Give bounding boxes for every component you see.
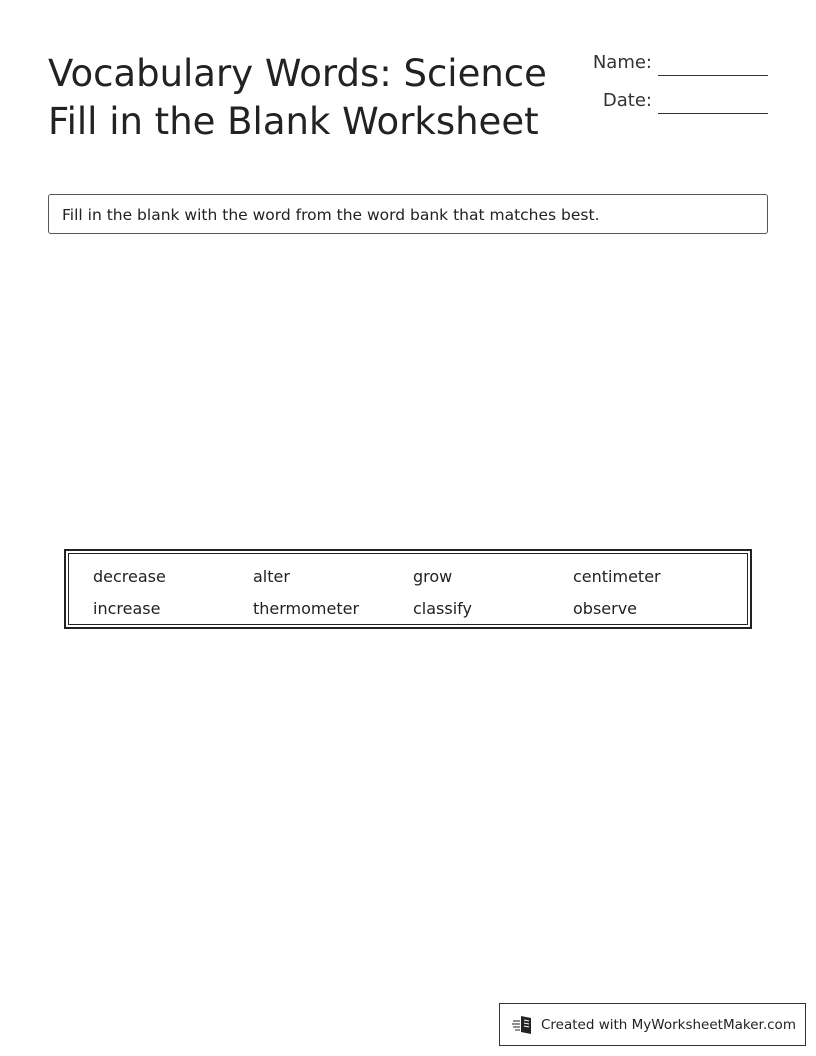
name-label: Name: <box>592 52 652 73</box>
word-bank-word: observe <box>573 599 638 618</box>
word-bank-word: classify <box>413 599 472 618</box>
instructions-box: Fill in the blank with the word from the word bank that matches best. <box>48 194 768 234</box>
word-bank-word: alter <box>253 567 290 586</box>
name-field <box>590 50 768 76</box>
name-blank-line <box>658 51 768 76</box>
word-bank-word: thermometer <box>253 599 360 618</box>
footer-credit-text: Created with MyWorksheetMaker.com <box>541 1016 796 1033</box>
word-bank-word: centimeter <box>573 567 661 586</box>
word-bank-grid <box>68 553 748 625</box>
word-bank-word: increase <box>93 599 161 618</box>
date-blank-line <box>658 89 768 114</box>
date-field <box>590 88 768 114</box>
word-bank-word: decrease <box>93 567 166 586</box>
word-bank-word: grow <box>413 567 453 586</box>
worksheet-title <box>48 50 568 146</box>
title-line-1: Vocabulary Words: Science <box>48 52 547 95</box>
date-label: Date: <box>602 90 652 111</box>
title-line-2: Fill in the Blank Worksheet <box>48 100 539 143</box>
word-bank <box>64 549 752 629</box>
worksheet-maker-logo-icon <box>512 1014 534 1036</box>
footer-credit[interactable] <box>499 1003 806 1046</box>
